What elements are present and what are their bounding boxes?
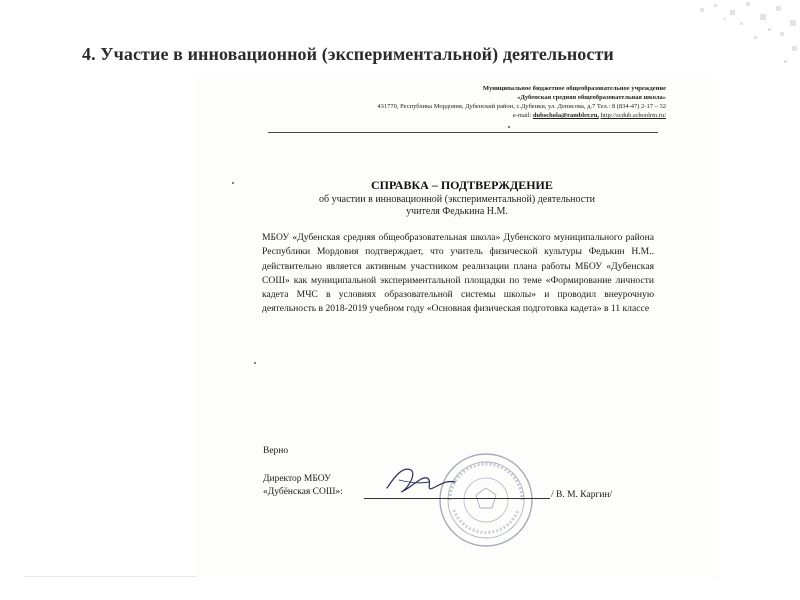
letterhead-divider bbox=[268, 132, 658, 133]
document-title: СПРАВКА – ПОДТВЕРЖДЕНИЕ bbox=[371, 178, 553, 192]
scan-speck bbox=[508, 126, 510, 128]
signatory-name: / В. М. Каргин/ bbox=[551, 490, 613, 500]
document-subtitle bbox=[292, 194, 622, 218]
director-school: «Дубёнская СОШ»: bbox=[263, 486, 343, 497]
letterhead-school: «Дубенская средняя общеобразовательная школа» bbox=[517, 94, 666, 101]
subtitle-line-1: об участии в инновационной (экспериментальной) деятельности bbox=[319, 194, 595, 205]
email-link: dubschola@rambler.ru, bbox=[532, 112, 600, 119]
document-body: МБОУ «Дубенская средняя общеобразовательная школа» Дубенского муниципального района Республики Мордовия подтверждает, что учитель физической культуры Федькин Н.М.. действительно является активным участником реализации плана работы МБОУ «Дубенская СОШ» как муниципальной экспериментальной площадки по теме «Формирование личности кадета МЧС в условиях образовательной системы школы» и проводил внеурочную деятельность в 2018-2019 учебном году «Основная физическая подготовка кадета» в 11 классе bbox=[262, 232, 654, 315]
verno-label: Верно bbox=[263, 446, 289, 456]
letterhead-contacts bbox=[276, 111, 666, 120]
letterhead-address: 431770, Республика Мордовия, Дубенский район, с.Дубенки, ул. Денисова, д.7 Тел.: 8 (834-47) 2-17 – 32 bbox=[377, 103, 666, 110]
signature-line bbox=[364, 498, 550, 499]
website-link: http://scdub.schoolrm.ru/ bbox=[600, 112, 666, 119]
letterhead-org: Муниципальное бюджетное общеобразовательное учреждение bbox=[482, 85, 666, 92]
handwritten-signature bbox=[381, 458, 461, 503]
letterhead bbox=[276, 84, 666, 120]
subtitle-line-2: учителя Федькина Н.М. bbox=[406, 206, 508, 217]
scanned-document bbox=[196, 74, 714, 578]
director-label bbox=[263, 473, 343, 498]
scan-speck bbox=[232, 182, 234, 184]
slide-title: 4. Участие в инновационной (экспериментальной) деятельности bbox=[82, 44, 614, 64]
email-label: e-mail: bbox=[512, 112, 532, 119]
scan-speck bbox=[254, 362, 256, 364]
director-title: Директор МБОУ bbox=[263, 474, 331, 484]
